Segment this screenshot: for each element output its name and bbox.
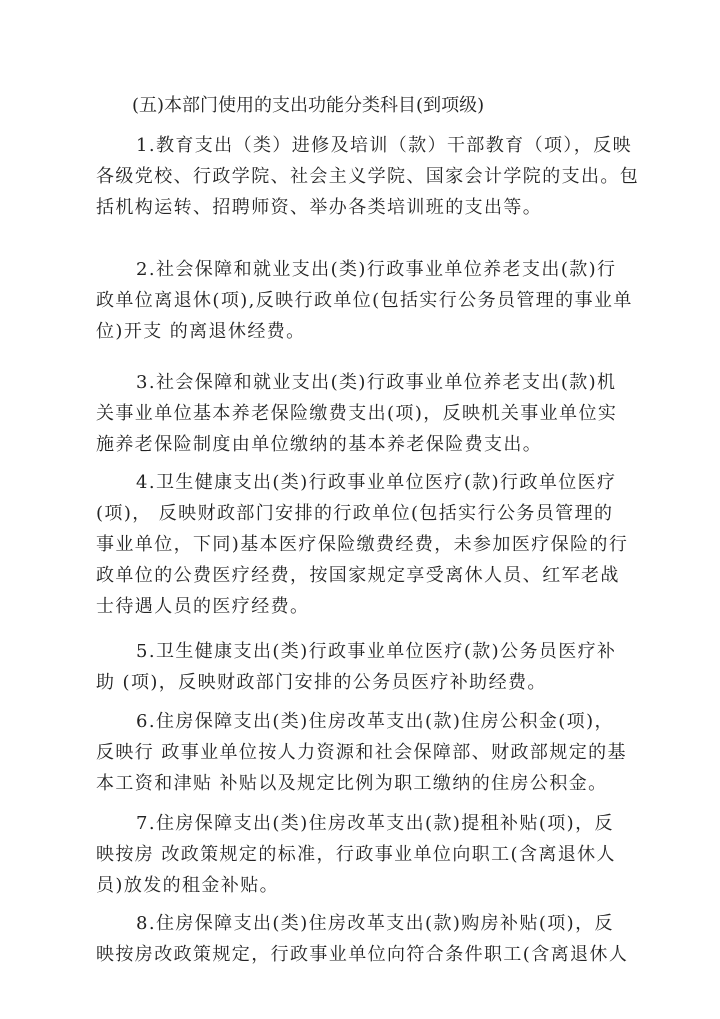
paragraph-line: 政单位离退休(项),反映行政单位(包括实行公务员管理的事业单: [96, 290, 633, 311]
paragraph-line: 4.卫生健康支出(类)行政事业单位医疗(款)行政单位医疗: [136, 472, 617, 493]
paragraph-medical-admin: [96, 467, 636, 622]
paragraph-line: 6.住房保障支出(类)住房改革支出(款)住房公积金(项)，: [136, 711, 614, 732]
section-heading: (五)本部门使用的支出功能分类科目(到项级): [132, 95, 485, 116]
paragraph-line: 8.住房保障支出(类)住房改革支出(款)购房补贴(项)，反: [136, 913, 614, 934]
paragraph-line: 5.卫生健康支出(类)行政事业单位医疗(款)公务员医疗补: [136, 641, 617, 662]
paragraph-line: 施养老保险制度由单位缴纳的基本养老保险费支出。: [96, 434, 543, 455]
paragraph-pension-insurance: [96, 367, 636, 460]
paragraph-line: 映按房改政策规定，行政事业单位向符合条件职工(含离退休人: [96, 944, 629, 965]
paragraph-line: 事业单位，下同)基本医疗保险缴费经费，未参加医疗保险的行: [96, 534, 629, 555]
paragraph-civil-servant-medical: [96, 636, 636, 698]
paragraph-retirement-admin: [96, 254, 636, 347]
paragraph-line: 士待遇人员的医疗经费。: [96, 596, 310, 617]
paragraph-education: [96, 130, 640, 223]
paragraph-line: 2.社会保障和就业支出(类)行政事业单位养老支出(款)行: [136, 259, 617, 280]
paragraph-line: 7.住房保障支出(类)住房改革支出(款)提租补贴(项)，反: [136, 813, 614, 834]
paragraph-line: 位)开支 的离退休经费。: [96, 321, 306, 342]
paragraph-line: 1.教育支出（类）进修及培训（款）干部教育（项），反映: [136, 135, 632, 156]
paragraph-line: 3.社会保障和就业支出(类)行政事业单位养老支出(款)机: [136, 372, 617, 393]
paragraph-rent-subsidy: [96, 808, 636, 901]
paragraph-line: 关事业单位基本养老保险缴费支出(项)，反映机关事业单位实: [96, 403, 618, 424]
paragraph-line: 括机构运转、招聘师资、举办各类培训班的支出等。: [96, 197, 543, 218]
paragraph-housing-fund: [96, 706, 636, 799]
paragraph-purchase-subsidy: [96, 908, 636, 970]
paragraph-line: (项)， 反映财政部门安排的行政单位(包括实行公务员管理的: [96, 503, 614, 524]
paragraph-line: 映按房 改政策规定的标准，行政事业单位向职工(含离退休人: [96, 844, 616, 865]
paragraph-line: 反映行 政事业单位按人力资源和社会保障部、财政部规定的基: [96, 742, 627, 763]
paragraph-line: 政单位的公费医疗经费，按国家规定享受离休人员、红军老战: [96, 565, 620, 586]
paragraph-line: 助 (项)，反映财政部门安排的公务员医疗补助经费。: [96, 672, 547, 693]
paragraph-line: 各级党校、行政学院、社会主义学院、国家会计学院的支出。包: [96, 166, 640, 187]
paragraph-line: 本工资和津贴 补贴以及规定比例为职工缴纳的住房公积金。: [96, 773, 608, 794]
paragraph-line: 员)放发的租金补贴。: [96, 875, 280, 896]
